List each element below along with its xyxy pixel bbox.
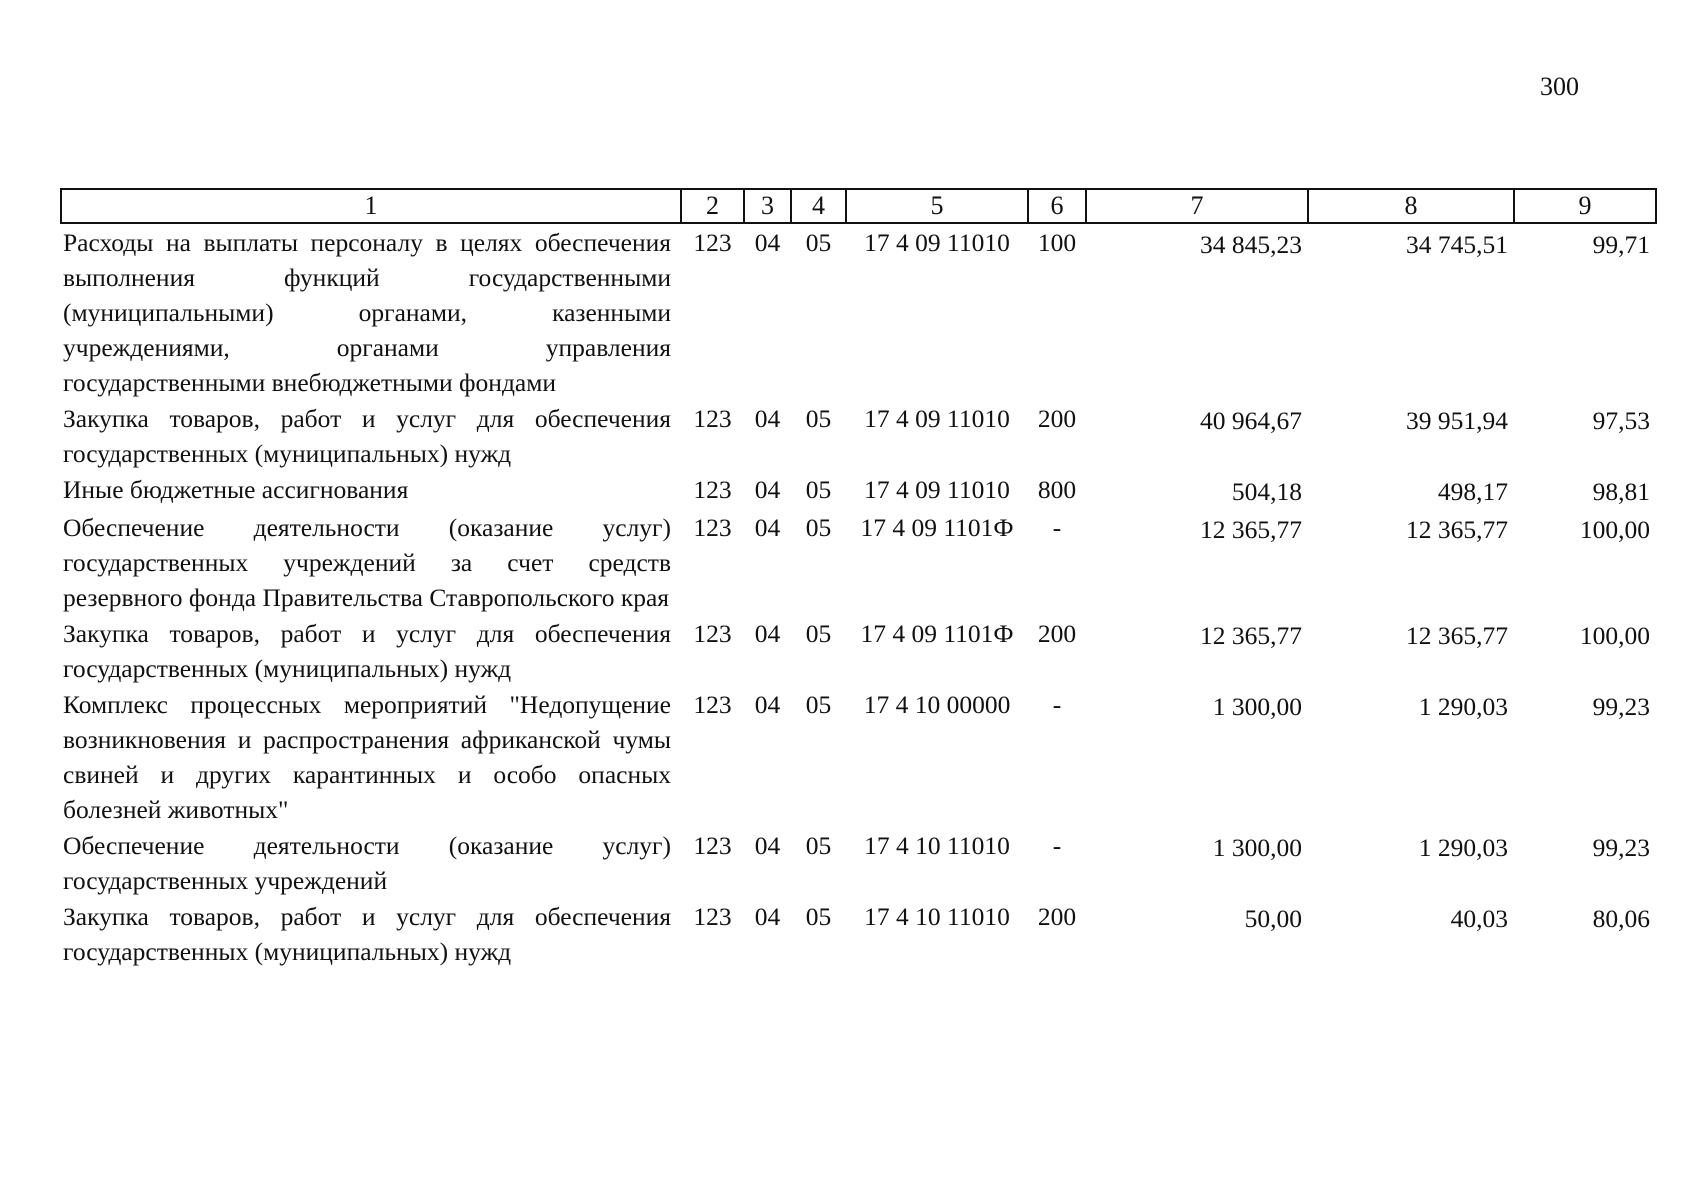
row-admin-code: 123: [693, 404, 732, 433]
row-admin-code: 123: [693, 831, 732, 860]
row-value-col8: 1 290,03: [1418, 833, 1508, 862]
row-target-article: 17 4 09 1101Ф: [860, 619, 1014, 648]
row-value-col8: 34 745,51: [1406, 230, 1508, 259]
table-header: [61, 189, 1656, 223]
row-subsection: 05: [805, 902, 832, 931]
row-section: 04: [754, 902, 781, 931]
row-expense-type: -: [1052, 513, 1062, 542]
row-value-col7: 504,18: [1231, 477, 1302, 506]
row-target-article: 17 4 09 11010: [864, 475, 1010, 504]
table-row: [61, 686, 1656, 827]
row-name: Комплекс процессных мероприятий "Недопущение возникновения и распространения африканской чумы свиней и других карантинных и особо опасных болезней животных": [63, 690, 671, 824]
row-value-col9: 97,53: [1592, 406, 1650, 435]
row-value-col8: 12 365,77: [1406, 621, 1508, 650]
row-section: 04: [754, 513, 781, 542]
row-expense-type: 800: [1037, 475, 1077, 504]
row-value-col9: 99,23: [1592, 692, 1650, 721]
row-name: Закупка товаров, работ и услуг для обеспечения государственных (муниципальных) нужд: [63, 902, 671, 966]
row-admin-code: 123: [693, 228, 732, 257]
row-value-col9: 100,00: [1579, 621, 1650, 650]
row-admin-code: 123: [693, 619, 732, 648]
header-row: [61, 189, 1656, 223]
table-row: [61, 827, 1656, 898]
row-name: Обеспечение деятельности (оказание услуг) государственных учреждений за счет средств резервного фонда Правительства Ставропольского края: [63, 513, 671, 612]
header-col-6: 6: [1028, 189, 1086, 223]
row-name: Иные бюджетные ассигнования: [63, 475, 409, 504]
table-row: [61, 898, 1656, 969]
row-subsection: 05: [805, 513, 832, 542]
table-row: [61, 400, 1656, 471]
row-target-article: 17 4 10 00000: [863, 690, 1011, 719]
page-number: 300: [1540, 72, 1579, 101]
row-admin-code: 123: [693, 475, 732, 504]
table-row: [61, 471, 1656, 509]
row-section: 04: [754, 475, 781, 504]
row-expense-type: 200: [1037, 404, 1077, 433]
row-section: 04: [754, 404, 781, 433]
header-col-9: 9: [1514, 189, 1656, 223]
row-section: 04: [754, 228, 781, 257]
row-name: Закупка товаров, работ и услуг для обеспечения государственных (муниципальных) нужд: [63, 619, 671, 683]
header-col-2: 2: [681, 189, 744, 223]
row-expense-type: -: [1052, 831, 1062, 860]
row-value-col8: 498,17: [1437, 477, 1508, 506]
row-target-article: 17 4 09 11010: [864, 404, 1010, 433]
row-subsection: 05: [805, 404, 832, 433]
row-section: 04: [754, 690, 781, 719]
row-value-col7: 1 300,00: [1212, 692, 1302, 721]
header-col-8: 8: [1308, 189, 1514, 223]
table-body: [61, 223, 1656, 969]
row-name: Расходы на выплаты персоналу в целях обеспечения выполнения функций государственными (муниципальными) органами, казенными учреждениями, органами управления государственными внебюджетными фондами: [63, 228, 671, 397]
row-expense-type: -: [1052, 690, 1062, 719]
row-value-col9: 99,71: [1592, 230, 1650, 259]
row-expense-type: 200: [1037, 619, 1077, 648]
row-target-article: 17 4 10 11010: [864, 831, 1010, 860]
row-value-col7: 1 300,00: [1212, 833, 1302, 862]
row-section: 04: [754, 831, 781, 860]
budget-table: [60, 188, 1657, 969]
row-expense-type: 200: [1037, 902, 1077, 931]
row-admin-code: 123: [693, 690, 732, 719]
row-value-col8: 39 951,94: [1406, 406, 1508, 435]
row-subsection: 05: [805, 228, 832, 257]
row-subsection: 05: [805, 619, 832, 648]
row-value-col8: 40,03: [1450, 904, 1508, 933]
row-section: 04: [754, 619, 781, 648]
row-value-col7: 34 845,23: [1200, 230, 1302, 259]
row-name: Закупка товаров, работ и услуг для обеспечения государственных (муниципальных) нужд: [63, 404, 671, 468]
row-subsection: 05: [805, 475, 832, 504]
table-row: [61, 509, 1656, 615]
row-target-article: 17 4 09 11010: [864, 228, 1010, 257]
header-col-1: 1: [61, 189, 681, 223]
row-target-article: 17 4 10 11010: [864, 902, 1010, 931]
table-row: [61, 615, 1656, 686]
row-subsection: 05: [805, 831, 832, 860]
header-col-7: 7: [1086, 189, 1308, 223]
row-name: Обеспечение деятельности (оказание услуг) государственных учреждений: [63, 831, 671, 895]
row-admin-code: 123: [693, 513, 732, 542]
row-subsection: 05: [805, 690, 832, 719]
row-value-col9: 98,81: [1592, 477, 1650, 506]
row-expense-type: 100: [1037, 228, 1077, 257]
header-col-4: 4: [791, 189, 846, 223]
row-value-col9: 100,00: [1579, 515, 1650, 544]
header-col-3: 3: [744, 189, 791, 223]
row-value-col9: 80,06: [1592, 904, 1650, 933]
row-value-col7: 50,00: [1244, 904, 1302, 933]
row-value-col8: 1 290,03: [1418, 692, 1508, 721]
row-value-col7: 12 365,77: [1200, 621, 1302, 650]
row-admin-code: 123: [693, 902, 732, 931]
row-target-article: 17 4 09 1101Ф: [860, 513, 1014, 542]
header-col-5: 5: [846, 189, 1028, 223]
row-value-col8: 12 365,77: [1406, 515, 1508, 544]
row-value-col7: 12 365,77: [1200, 515, 1302, 544]
table-row: [61, 223, 1656, 400]
row-value-col7: 40 964,67: [1200, 406, 1302, 435]
row-value-col9: 99,23: [1592, 833, 1650, 862]
